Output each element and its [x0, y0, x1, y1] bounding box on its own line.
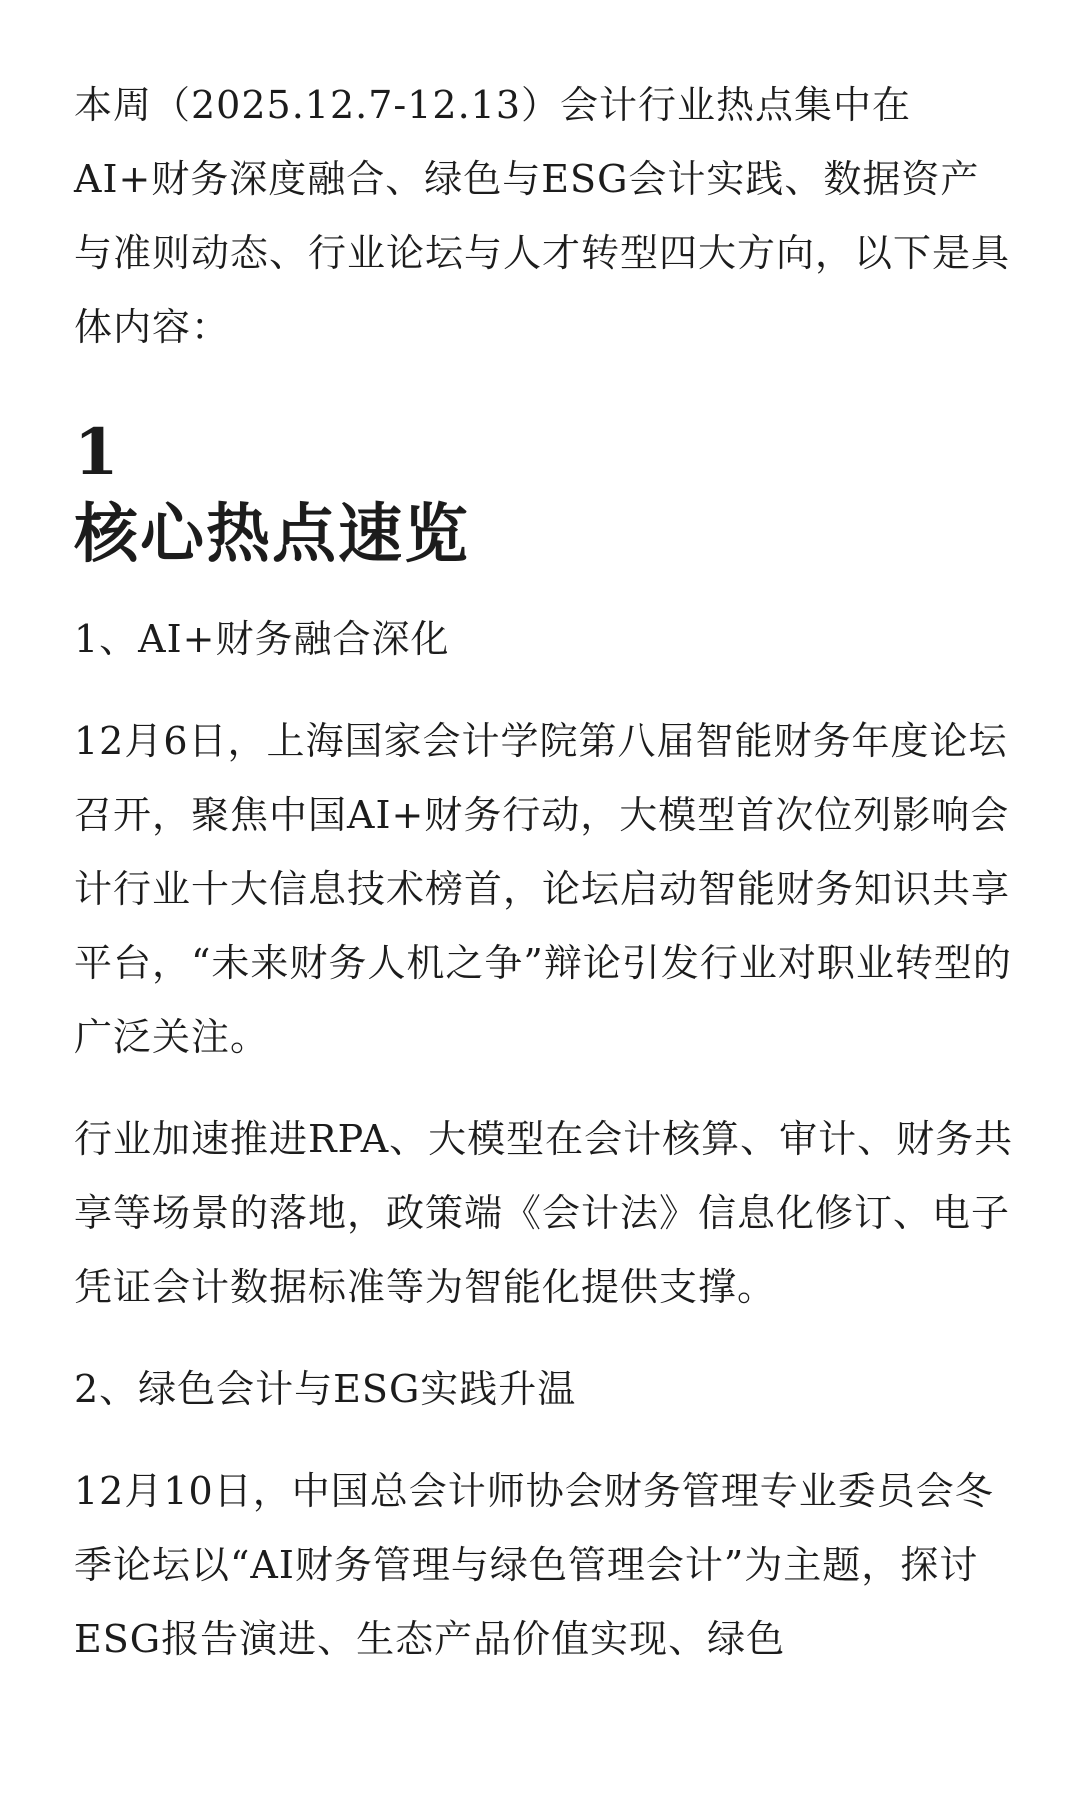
- section-heading: [74, 412, 1014, 576]
- article: [74, 68, 1014, 1704]
- topic-paragraph: 行业加速推进RPA、大模型在会计核算、审计、财务共享等场景的落地，政策端《会计法》信息化修订、电子凭证会计数据标准等为智能化提供支撑。: [74, 1117, 1014, 1309]
- topic-paragraph: 12月6日，上海国家会计学院第八届智能财务年度论坛召开，聚焦中国AI+财务行动，大模型首次位列影响会计行业十大信息技术榜首，论坛启动智能财务知识共享平台，“未来财务人机之争”辩论引发行业对职业转型的广泛关注。: [74, 719, 1012, 1059]
- topic-heading-ai-finance: 1、AI+财务融合深化: [74, 617, 450, 661]
- intro-paragraph: 本周（2025.12.7-12.13）会计行业热点集中在AI+财务深度融合、绿色与ESG会计实践、数据资产与准则动态、行业论坛与人才转型四大方向，以下是具体内容：: [74, 83, 1011, 349]
- topic-paragraph: 12月10日，中国总会计师协会财务管理专业委员会冬季论坛以“AI财务管理与绿色管理会计”为主题，探讨ESG报告演进、生态产品价值实现、绿色: [74, 1469, 994, 1661]
- section-number: 1: [74, 415, 119, 490]
- section-title: 核心热点速览: [74, 497, 470, 572]
- topic-heading-green-esg: 2、绿色会计与ESG实践升温: [74, 1367, 577, 1411]
